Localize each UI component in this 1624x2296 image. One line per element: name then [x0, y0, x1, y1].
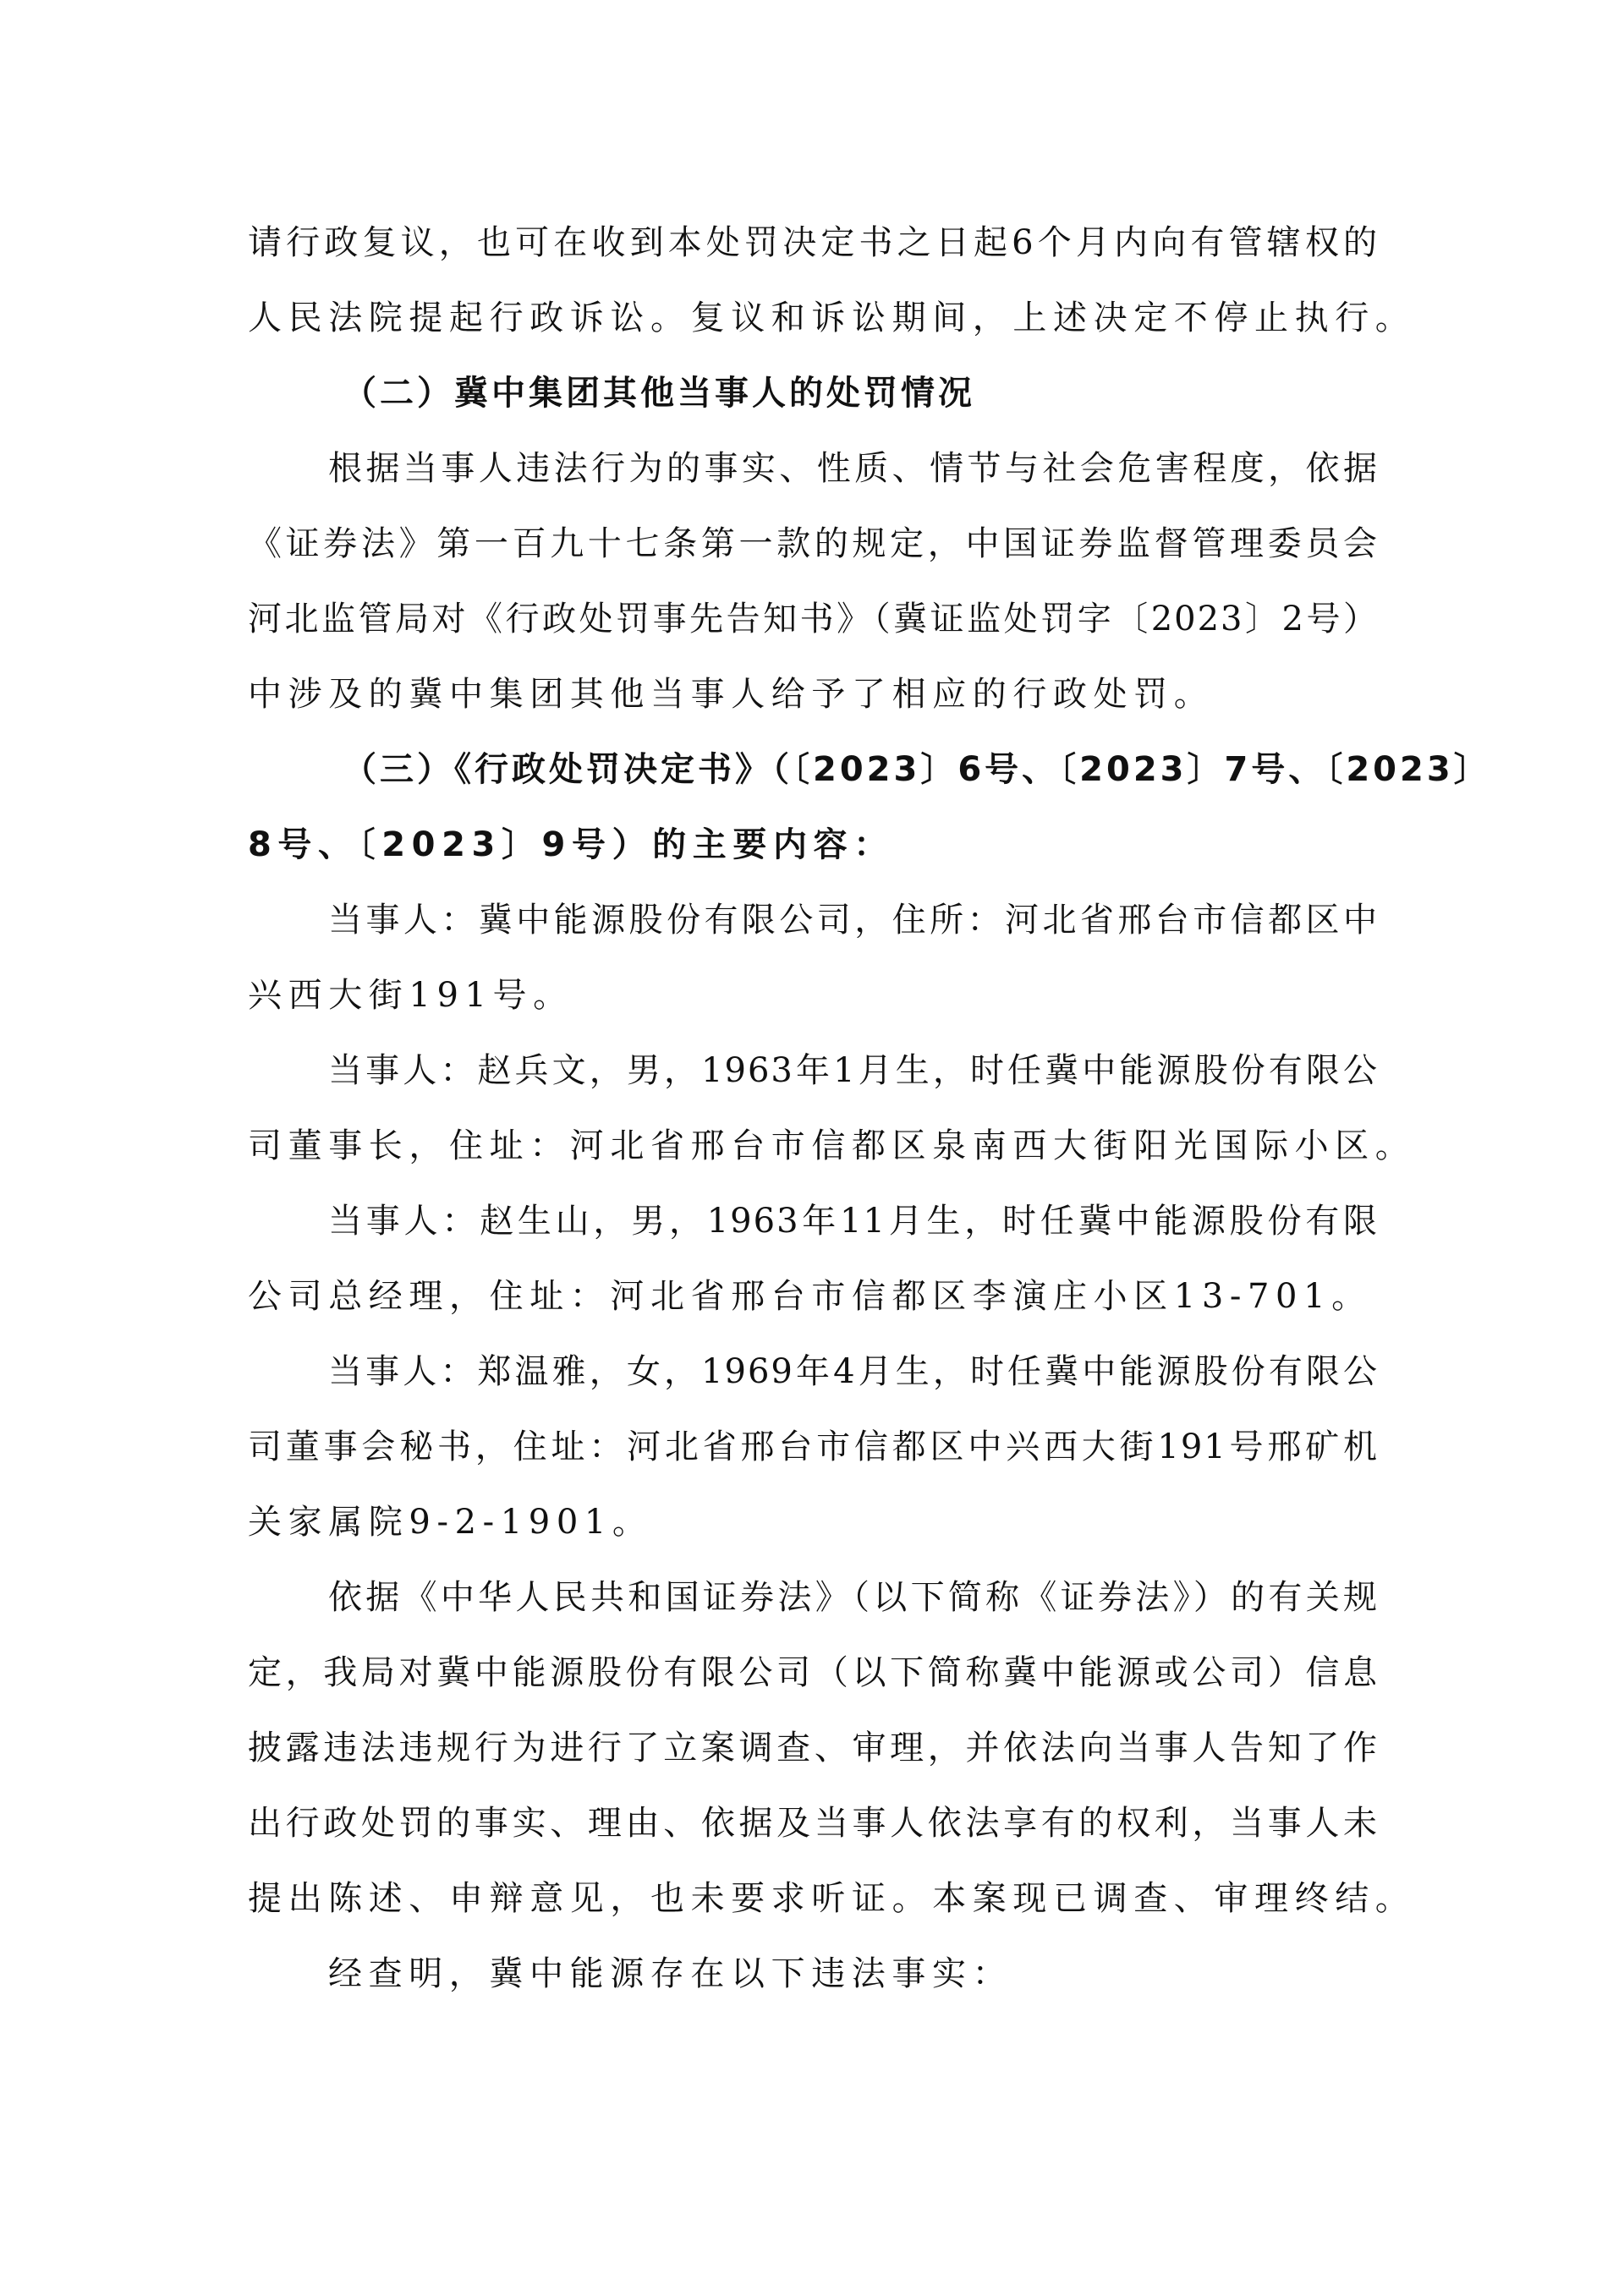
section-heading-2 [248, 356, 1379, 431]
text-line: 经查明，冀中能源存在以下违法事实： [328, 1954, 1013, 1993]
heading-text: （三）《行政处罚决定书》（〔2023〕6号、〔2023〕7号、〔2023〕 [343, 750, 1491, 789]
text-line: 当事人：赵兵文，男，1963年1月生，时任冀中能源股份有限公 [328, 1051, 1379, 1090]
text-line: 《证券法》第一百九十七条第一款的规定，中国证券监督管理委员会 [248, 524, 1379, 563]
heading-text: 8号、〔2023〕9号）的主要内容： [248, 825, 894, 864]
text-line: 兴西大街191号。 [248, 976, 573, 1015]
text-line: 河北监管局对《行政处罚事先告知书》（冀证监处罚字〔2023〕2号） [248, 600, 1379, 638]
section-heading-3 [248, 732, 1491, 883]
paragraph-party-zheng-wenya [248, 1334, 1379, 1560]
text-line: 请行政复议，也可在收到本处罚决定书之日起6个月内向有管辖权的 [248, 223, 1379, 262]
text-line: 关家属院9-2-1901。 [248, 1503, 653, 1542]
paragraph-investigation-basis [248, 1560, 1416, 1937]
document-body [248, 205, 1491, 2012]
text-line: 当事人：赵生山，男，1963年11月生，时任冀中能源股份有限 [328, 1202, 1379, 1241]
text-line: 当事人：郑温雅，女，1969年4月生，时任冀中能源股份有限公 [328, 1352, 1379, 1391]
text-line: 司董事会秘书，住址：河北省邢台市信都区中兴西大街191号邢矿机 [248, 1427, 1379, 1466]
text-line: 中涉及的冀中集团其他当事人给予了相应的行政处罚。 [248, 675, 1215, 714]
text-line: 定，我局对冀中能源股份有限公司（以下简称冀中能源或公司）信息 [248, 1653, 1379, 1692]
paragraph-party-zhao-bingwen [248, 1033, 1416, 1184]
paragraph-party-company [248, 883, 1379, 1033]
text-line: 人民法院提起行政诉讼。复议和诉讼期间，上述决定不停止执行。 [248, 299, 1416, 337]
text-line: 当事人：冀中能源股份有限公司，住所：河北省邢台市信都区中 [328, 901, 1379, 940]
text-line: 公司总经理，住址：河北省邢台市信都区李演庄小区13-701。 [248, 1277, 1372, 1316]
paragraph-party-zhao-shengshan [248, 1184, 1379, 1334]
paragraph-other-parties-penalty [248, 431, 1379, 732]
text-line: 披露违法违规行为进行了立案调查、审理，并依法向当事人告知了作 [248, 1729, 1379, 1767]
text-line: 依据《中华人民共和国证券法》（以下简称《证券法》）的有关规 [328, 1578, 1379, 1617]
text-line: 提出陈述、申辩意见，也未要求听证。本案现已调查、审理终结。 [248, 1879, 1416, 1918]
text-line: 出行政处罚的事实、理由、依据及当事人依法享有的权利，当事人未 [248, 1804, 1379, 1843]
text-line: 司董事长，住址：河北省邢台市信都区泉南西大街阳光国际小区。 [248, 1126, 1416, 1165]
paragraph-review-rights [248, 205, 1416, 356]
heading-text: （二）冀中集团其他当事人的处罚情况 [343, 374, 975, 413]
paragraph-findings-intro [248, 1937, 1379, 2012]
text-line: 根据当事人违法行为的事实、性质、情节与社会危害程度，依据 [328, 449, 1379, 488]
